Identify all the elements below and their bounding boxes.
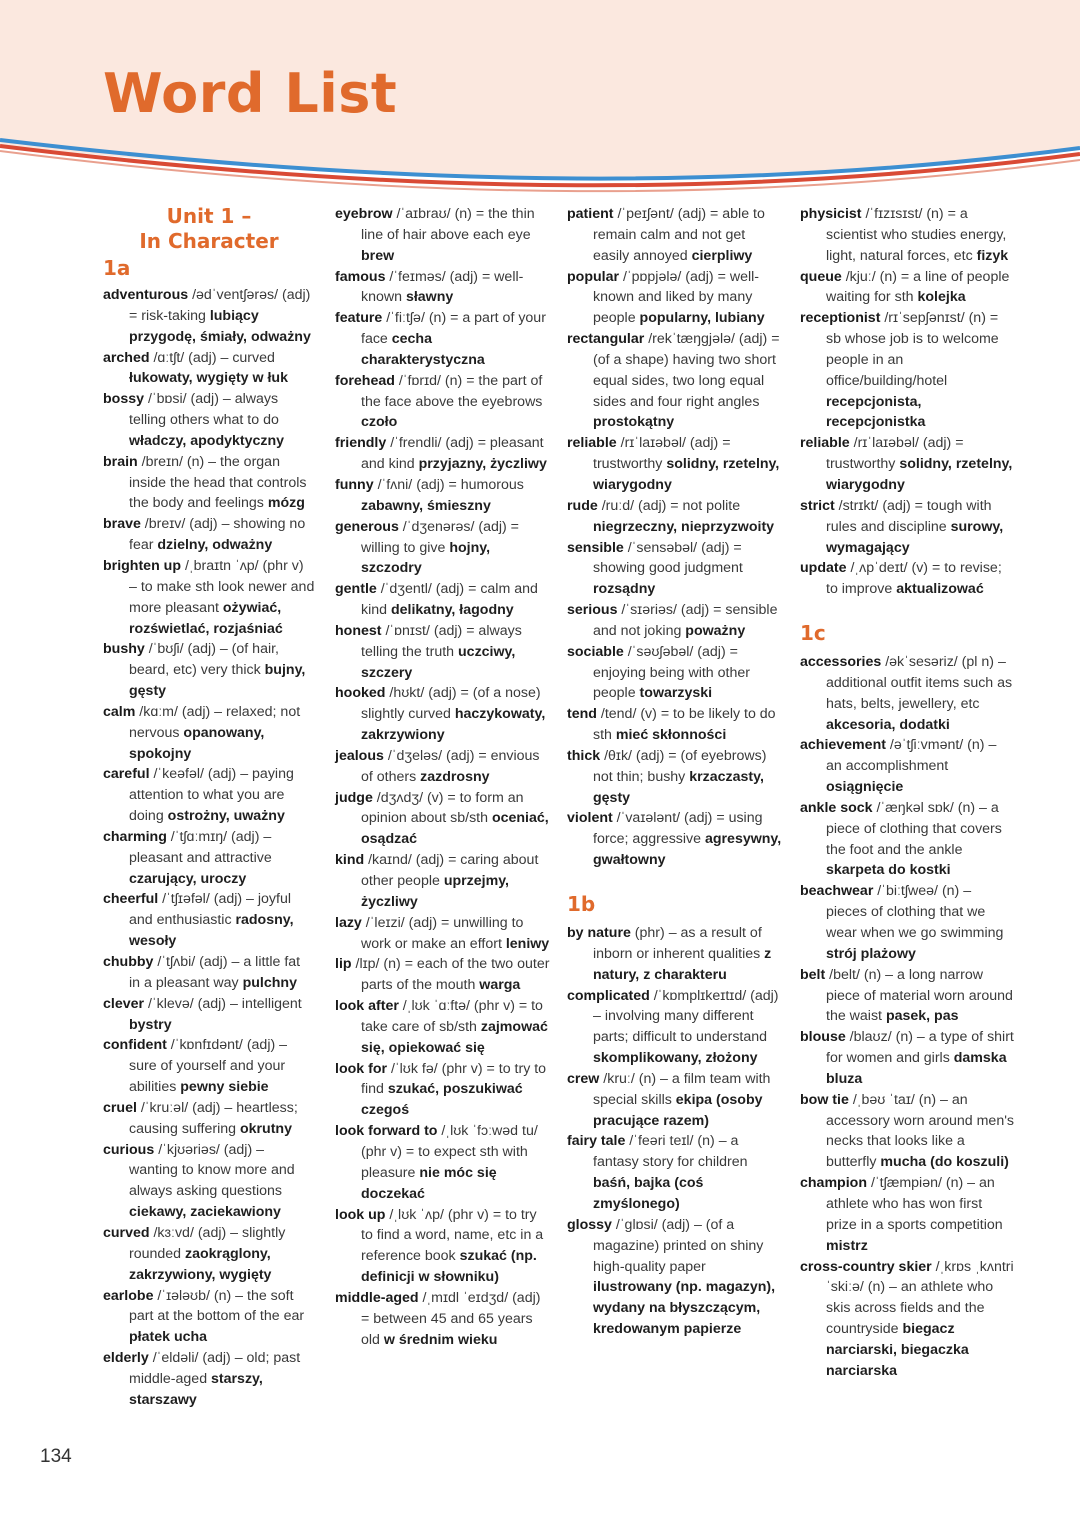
polish-translation: baśń, bajka (coś zmyślonego) [593,1175,704,1212]
word-entry [567,538,785,601]
definition: /ˈfeɪməs/ (adj) = well-known [361,268,524,306]
polish-translation: cierpliwy [691,247,753,264]
entries-list [103,285,315,1411]
definition: /ˈglɒsi/ (adj) – (of a magazine) printed on shiny high-quality paper [593,1216,764,1275]
definition: /ˌlʊk ˈfɔːwəd tu/ (phr v) = to expect sth with pleasure [361,1123,538,1181]
word-entry [335,996,550,1059]
headword: charming [103,828,167,845]
word-entry [800,735,1015,798]
headword: glossy [567,1216,612,1233]
word-entry [103,556,315,639]
definition: /əkˈsesəriz/ (pl n) – additional outfit items such as hats, belts, jewellery, etc [826,654,1013,712]
definition: /kɑːm/ (adj) – relaxed; not nervous [129,703,301,741]
headword: rude [567,497,598,514]
definition: /ˈfrendli/ (adj) = pleasant and kind [361,435,544,473]
polish-translation: nie móc się doczekać [361,1164,497,1202]
word-entry [103,952,315,994]
word-entry [800,558,1015,600]
headword: queue [800,268,842,285]
definition: /kjuː/ (n) = a line of people waiting for sth [826,268,1010,306]
headword: feature [335,310,383,327]
word-entry [800,652,1015,735]
polish-translation: ostrożny, uważny [167,808,285,825]
definition: /ˈkjʊəriəs/ (adj) – wanting to know more and always asking questions [129,1141,295,1200]
headword: receptionist [800,310,881,327]
word-entry [800,965,1015,1028]
polish-translation: okrutny [239,1120,292,1137]
polish-translation: lubiący przygodę, śmiały, odważny [129,307,311,345]
word-entry [800,267,1015,309]
polish-translation: z natury, z charakteru [593,945,772,983]
headword: arched [103,349,150,366]
headword: kind [335,852,365,869]
definition: /ˈdʒeləs/ (adj) = envious of others [361,747,540,785]
word-entry [335,267,550,309]
polish-translation: solidny, rzetelny, wiarygodny [826,456,1013,493]
word-entry [800,1027,1015,1090]
definition: /ˌbraɪtn ˈʌp/ (phr v) – to make sth look newer and more pleasant [129,557,315,616]
polish-translation: towarzyski [639,685,713,702]
definition: /hʊkt/ (adj) = (of a nose) slightly curved [361,685,541,723]
headword: rectangular [567,331,645,348]
headword: blouse [800,1029,846,1046]
polish-translation: akcesoria, dodatki [826,716,950,733]
definition: /ˈdʒenərəs/ (adj) = willing to give [361,518,519,556]
word-entry [335,746,550,788]
headword: brain [103,453,138,470]
headword: curious [103,1141,155,1158]
polish-translation: w średnim wieku [383,1331,498,1348]
polish-translation: starszy, starszawy [129,1370,263,1408]
headword: accessories [800,654,882,671]
definition: /lɪp/ (n) = each of the two outer parts of the mouth [351,956,550,994]
definition: /ˈfiːtʃə/ (n) = a part of your face [361,310,546,348]
page-title: Word List [103,62,398,125]
polish-translation: władczy, apodyktyczny [129,432,285,449]
headword: calm [103,703,136,720]
headword: generous [335,518,399,535]
headword: tend [567,706,597,723]
entries-list [335,204,550,1350]
headword: jealous [335,747,384,764]
page-number: 134 [40,1446,72,1467]
polish-translation: delikatny, łagodny [390,602,514,619]
headword: belt [800,966,826,983]
definition: /rɪˈsepʃənɪst/ (n) = sb whose job is to welcome people in an office/building/hotel [826,310,999,389]
word-entry [103,889,315,952]
definition: /ˈpɒpjələ/ (adj) = well-known and liked by many people [593,268,759,327]
polish-translation: radosny, wesoły [129,912,294,950]
word-entry [567,1215,785,1340]
word-entry [567,204,785,267]
word-entry [103,348,315,390]
polish-translation: osiągnięcie [826,779,904,796]
headword: bushy [103,641,145,658]
definition: /əˈtʃiːvmənt/ (n) – an accomplishment [826,737,997,775]
word-entry [335,913,550,955]
polish-translation: hojny, szczodry [361,539,491,577]
definition: /ˌlʊk ˈʌp/ (phr v) = to try to find a word, name, etc in a reference book [361,1206,544,1265]
polish-translation: ekipa (osoby pracujące razem) [593,1091,763,1129]
definition: /ˈɪələʊb/ (n) – the soft part at the bottom of the ear [129,1287,305,1325]
section-heading-1a: 1a [103,256,131,280]
headword: look for [335,1060,388,1077]
word-entry [335,954,550,996]
headword: by nature [567,925,631,941]
polish-translation: rozsądny [593,581,656,598]
word-entry [103,285,315,348]
headword: funny [335,476,374,493]
headword: crew [567,1070,600,1087]
definition: /rekˈtæŋgjələ/ (adj) = (of a shape) having two short equal sides, two long equal sides and four right angles [593,331,780,410]
word-entry [335,1288,550,1351]
definition: /strɪkt/ (adj) = tough with rules and discipline [826,497,992,535]
column-1 [103,204,315,1411]
headword: sociable [567,643,624,660]
word-entry [800,1257,1015,1382]
polish-translation: niegrzeczny, nieprzyzwoity [593,518,775,535]
polish-translation: opanowany, spokojny [129,724,265,762]
polish-translation: łukowaty, wygięty w łuk [129,370,288,387]
definition: /ˈsensəbəl/ (adj) = showing good judgment [593,539,743,577]
headword: fairy tale [567,1133,626,1150]
definition: /ˈaɪbraʊ/ (n) = the thin line of hair above each eye [361,206,535,243]
definition: /rɪˈlaɪəbəl/ (adj) = trustworthy [593,435,731,473]
polish-translation: zazdrosny [420,768,490,785]
word-entry [103,1286,315,1349]
headword: confident [103,1037,167,1054]
polish-translation: biegacz narciarski, biegaczka narciarska [826,1321,969,1379]
polish-translation: szukać, poszukiwać czegoś [361,1081,523,1119]
definition: /ɑːtʃt/ (adj) – curved [149,349,275,366]
word-entry [335,204,550,267]
page-header [0,0,1080,215]
definition: /ˌbəʊ ˈtaɪ/ (n) – an accessory worn around men's necks that looks like a butterfly [826,1091,1015,1171]
word-entry [567,808,785,871]
definition: /ˈleɪzi/ (adj) = unwilling to work or make an effort [361,914,524,952]
polish-translation: aktualizować [896,581,984,598]
polish-translation: sławny [405,289,454,306]
polish-translation: ilustrowany (np. magazyn), wydany na błyszczącym, kredowanym papierze [593,1279,776,1338]
headword: gentle [335,581,377,598]
word-entry [567,433,785,496]
definition: /ˈkɒmplɪkeɪtɪd/ (adj) – involving many different parts; difficult to understand [593,987,779,1046]
definition: /ˈkɒnfɪdənt/ (adj) – sure of yourself and your abilities [129,1037,288,1096]
word-entry [103,994,315,1036]
headword: beachwear [800,883,874,900]
polish-translation: zajmować się, opiekować się [361,1018,548,1056]
definition: /θɪk/ (adj) = (of eyebrows) not thin; bushy [593,747,767,785]
polish-translation: brew [361,247,395,264]
word-entry [800,433,1015,496]
headword: lip [335,956,352,973]
headword: brave [103,516,141,533]
polish-translation: mucha (do koszuli) [880,1154,1009,1171]
polish-translation: pasek, pas [885,1008,959,1025]
word-entry [335,1059,550,1122]
headword: adventurous [103,287,189,303]
headword: curved [103,1224,150,1241]
polish-translation: leniwy [505,935,550,952]
word-entry [800,798,1015,881]
unit-number: Unit 1 – [166,204,252,228]
polish-translation: kolejka [917,289,966,306]
word-entry [335,475,550,517]
headword: update [800,560,847,577]
definition: /ˈtʃʌbi/ (adj) – a little fat in a pleasant way [129,954,301,991]
headword: patient [567,206,614,222]
word-entry [103,514,315,556]
polish-translation: przyjazny, życzliwy [418,456,547,473]
word-entry [800,204,1015,267]
definition: /ˈsɪəriəs/ (adj) = sensible and not joking [593,602,778,639]
definition: /ˈfɪzɪsɪst/ (n) = a scientist who studies energy, light, natural forces, etc [826,206,1007,264]
headword: achievement [800,737,886,754]
headword: cruel [103,1099,137,1116]
word-entry [567,923,785,986]
headword: ankle sock [800,799,873,816]
polish-translation: płatek ucha [129,1329,208,1346]
word-entry [567,1131,785,1214]
polish-translation: fizyk [976,247,1009,264]
word-entry [800,308,1015,433]
word-entry [335,621,550,684]
polish-translation: pewny siebie [180,1079,269,1096]
definition: /ˈkruːəl/ (adj) – heartless; causing suffering [129,1099,298,1137]
entries-list [800,204,1015,600]
headword: serious [567,602,618,619]
polish-translation: surowy, wymagający [826,518,1004,556]
entries-list [567,204,785,871]
definition: /kɜːvd/ (adj) – slightly rounded [129,1224,286,1262]
word-entry [103,827,315,890]
headword: middle-aged [335,1289,419,1306]
word-entry [103,1223,315,1286]
definition: /ˌlʊk ˈɑːftə/ (phr v) = to take care of sb/sth [361,998,543,1035]
headword: strict [800,497,835,514]
definition: /ˈbʊʃi/ (adj) – (of hair, beard, etc) very thick [129,641,280,679]
polish-translation: strój plażowy [826,945,916,962]
definition: /ˈsəʊʃəbəl/ (adj) = enjoying being with other people [593,643,750,702]
headword: judge [335,789,373,806]
headword: look forward to [335,1123,438,1140]
word-entry [103,1348,315,1411]
definition: /ˈbɒsi/ (adj) – always telling others what to do [129,391,279,429]
word-entry [567,746,785,809]
definition: /breɪn/ (n) – the organ inside the head that controls the body and feelings [129,453,307,512]
definition: /ˈeldəli/ (adj) – old; past middle-aged [129,1350,301,1387]
word-entry [567,704,785,746]
polish-translation: skarpeta do kostki [826,862,951,879]
headword: complicated [567,987,650,1004]
word-entry [567,986,785,1069]
polish-translation: dzielny, odważny [157,537,273,554]
headword: bow tie [800,1091,849,1108]
word-entry [335,308,550,371]
definition: /ˌmɪdl ˈeɪdʒd/ (adj) = between 45 and 65 years old [361,1289,541,1348]
polish-translation: ożywiać, rozświetlać, rozjaśniać [129,599,283,637]
word-entry [335,371,550,434]
polish-translation: solidny, rzetelny, wiarygodny [593,456,780,493]
definition: /ˈfeəri teɪl/ (n) – a fantasy story for children [593,1133,748,1171]
headword: careful [103,766,150,783]
word-entry [335,517,550,580]
word-entry [567,267,785,330]
polish-translation: agresywny, gwałtowny [593,831,782,869]
polish-translation: pulchny [242,974,297,991]
definition: /ədˈventʃərəs/ (adj) = risk-taking [129,287,311,324]
polish-translation: cecha charakterystyczna [361,331,485,368]
headword: elderly [103,1350,149,1367]
polish-translation: uczciwy, szczery [361,643,516,681]
headword: famous [335,268,386,285]
polish-translation: mózg [267,495,305,512]
polish-translation: prostokątny [593,414,675,431]
definition: /ˈbiːtʃweə/ (n) – pieces of clothing that we wear when we go swimming [826,883,1004,941]
definition: /ˌʌpˈdeɪt/ (v) = to revise; to improve [826,560,1002,598]
unit-title: In Character [139,229,279,253]
entries-list [567,923,785,1340]
headword: earlobe [103,1287,154,1304]
definition: /ˈdʒentl/ (adj) = calm and kind [361,581,538,619]
headword: hooked [335,685,386,702]
polish-translation: poważny [685,622,746,639]
polish-translation: mieć skłonności [615,727,727,744]
polish-translation: warga [479,977,521,994]
section-heading-1c: 1c [800,621,826,646]
word-entry [335,683,550,746]
word-entry [103,1140,315,1223]
polish-translation: mistrz [826,1237,868,1254]
definition: /ˈlʊk fə/ (phr v) = to try to find [361,1060,547,1098]
word-entry [103,1035,315,1098]
word-entry [103,764,315,827]
word-entry [567,600,785,642]
unit-heading [103,204,315,254]
polish-translation: recepcjonista, recepcjonistka [826,393,926,431]
polish-translation: zabawny, śmieszny [361,497,491,514]
word-entry [800,496,1015,559]
polish-translation: bujny, gęsty [129,662,306,700]
definition: /tend/ (v) = to be likely to do sth [593,706,776,744]
polish-translation: oceniać, osądzać [361,810,549,848]
word-entry [335,1121,550,1204]
headword: champion [800,1175,868,1192]
headword: popular [567,268,620,285]
definition: /ˈpeɪʃənt/ (adj) = able to remain calm and not get easily annoyed [593,206,765,264]
headword: bossy [103,391,145,408]
polish-translation: damska bluza [826,1050,1007,1087]
polish-translation: skomplikowany, złożony [593,1050,758,1067]
definition: /belt/ (n) – a long narrow piece of material worn around the waist [825,966,1013,1025]
word-entry [567,496,785,538]
definition: /dʒʌdʒ/ (v) = to form an opinion about sb/sth [361,789,524,827]
polish-translation: popularny, lubiany [639,310,765,327]
definition: /ˈtʃɑːmɪŋ/ (adj) – pleasant and attractive [129,828,272,866]
word-entry [335,433,550,475]
word-entry [335,788,550,851]
column-3 [567,204,785,1340]
headword: sensible [567,539,624,556]
word-entry [567,1069,785,1132]
word-entry [335,1205,550,1288]
polish-translation: krzaczasty, gęsty [593,768,764,806]
polish-translation: bystry [129,1016,172,1033]
word-entry [335,850,550,913]
entries-list [800,652,1015,1382]
headword: brighten up [103,557,182,574]
polish-translation: zaokrąglony, zakrzywiony, wygięty [129,1245,272,1283]
polish-translation: czoło [361,414,398,431]
headword: violent [567,810,613,827]
headword: reliable [567,435,617,452]
definition: /rɪˈlaɪəbəl/ (adj) = trustworthy [826,435,964,473]
definition: /ˈvaɪələnt/ (adj) = using force; aggressive [593,810,763,848]
headword: honest [335,622,382,639]
definition: /blaʊz/ (n) – a type of shirt for women and girls [826,1029,1014,1067]
word-entry [800,1173,1015,1256]
polish-translation: czarujący, uroczy [129,870,247,887]
definition: /ruːd/ (adj) = not polite [597,497,741,514]
polish-translation: uprzejmy, życzliwy [361,873,510,910]
definition: (phr) – as a result of inborn or inherent qualities [593,925,765,962]
headword: clever [103,995,145,1012]
word-entry [103,702,315,765]
definition: /ˌkrɒs ˌkʌntri ˈskiːə/ (n) – an athlete who skis across fields and the countryside [826,1258,1014,1338]
column-4 [800,204,1015,1382]
polish-translation: ciekawy, zaciekawiony [129,1204,281,1221]
column-2 [335,204,550,1350]
headword: lazy [335,914,362,931]
definition: /kruː/ (n) – a film team with special skills [593,1070,771,1108]
headword: cheerful [103,891,159,908]
polish-translation: szukać (np. definicji w słowniku) [361,1248,537,1286]
headword: physicist [800,206,862,222]
polish-translation: haczykowaty, zakrzywiony [361,706,546,744]
headword: chubby [103,954,154,970]
definition: /ˈfʌni/ (adj) = humorous [373,476,524,493]
word-entry [567,642,785,705]
definition: /ˈkeəfəl/ (adj) – paying attention to what you are doing [129,766,294,825]
definition: /kaɪnd/ (adj) = caring about other people [361,852,539,889]
headword: look after [335,998,399,1015]
word-entry [103,1098,315,1140]
definition: /ˈfɒrɪd/ (n) = the part of the face above the eyebrows [361,372,543,410]
headword: cross-country skier [800,1258,932,1275]
definition: /ˈklevə/ (adj) – intelligent [144,995,302,1012]
headword: eyebrow [335,206,393,222]
word-entry [103,639,315,702]
section-heading-1b: 1b [567,892,596,916]
word-entry [800,881,1015,964]
definition: /ˈæŋkəl sɒk/ (n) – a piece of clothing that covers the foot and the ankle [826,799,1002,858]
definition: /breɪv/ (adj) – showing no fear [129,516,306,554]
word-entry [103,389,315,452]
definition: /ˈtʃæmpiən/ (n) – an athlete who has won first prize in a sports competition [826,1175,1003,1233]
word-entry [335,579,550,621]
definition: /ˈtʃɪəfəl/ (adj) – joyful and enthusiastic [129,891,291,929]
word-entry [567,329,785,433]
word-entry [103,452,315,515]
definition: /ˈɒnɪst/ (adj) = always telling the truth [361,622,522,660]
headword: forehead [335,372,395,389]
headword: friendly [335,435,387,452]
headword: look up [335,1206,386,1223]
headword: thick [567,747,601,764]
headword: reliable [800,435,850,452]
word-entry [800,1090,1015,1173]
